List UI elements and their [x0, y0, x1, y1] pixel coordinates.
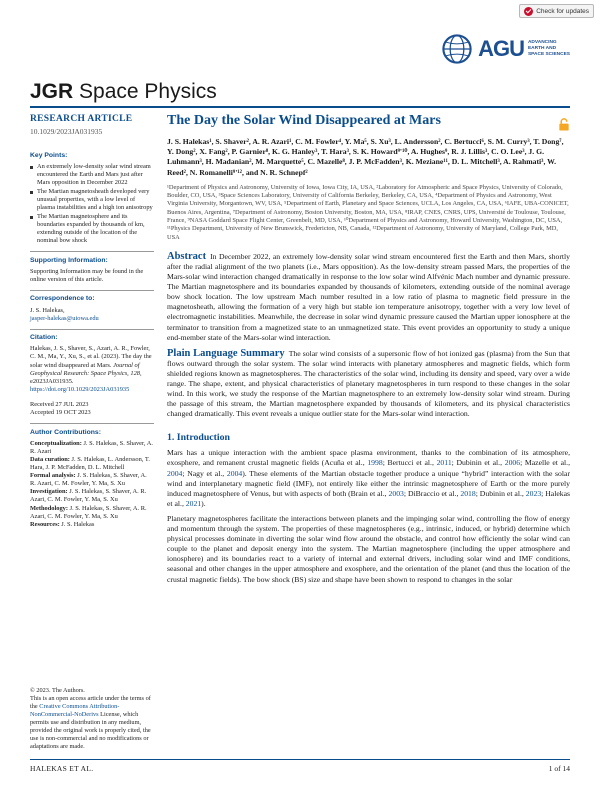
header-divider [30, 106, 570, 108]
sidebar [30, 112, 154, 529]
citation-link[interactable]: 2003 [388, 488, 404, 498]
plain-language-heading: Plain Language Summary [167, 347, 285, 359]
citation-link[interactable]: 2011 [436, 458, 452, 468]
abstract-heading: Abstract [167, 250, 207, 262]
supporting-heading: Supporting Information: [30, 256, 108, 264]
contribution-item: Data curation: J. S. Halekas, L. Andersson, T. Hara, J. P. McFadden, D. L. Mitchell [30, 456, 150, 472]
running-author: HALEKAS ET AL. [30, 764, 94, 773]
sidebar-divider [30, 251, 154, 252]
article-type: RESEARCH ARTICLE [30, 114, 133, 124]
citation-heading: Citation: [30, 334, 58, 342]
key-point: The Martian magnetosphere and its boundaries expanded by thousands of km, extending outside of the location of the nominal bow shock [30, 213, 154, 245]
agu-wordmark: AGU [478, 36, 524, 61]
citation [30, 334, 154, 394]
key-points-heading: Key Points: [30, 152, 68, 159]
correspondence-name: J. S. Halekas, [30, 306, 65, 314]
accepted-date: Accepted 19 OCT 2023 [30, 409, 91, 417]
page-number: 1 of 14 [548, 764, 570, 773]
citation-link[interactable]: 2006 [504, 458, 521, 468]
plain-language-summary [167, 349, 570, 420]
supporting-text: Supporting Information may be found in the online version of this article. [30, 267, 144, 283]
introduction-paragraph: Planetary magnetospheres facilitate the interactions between planets and the impinging solar wind, controlling the flow of energy and momentum through the system. The properties of these magnetospheres (e.g., intrinsic, induced, or hybrid) determine which physical processes dominate in diverting the solar wind flow around the obstacle, and control how efficiently the solar wind can couple to the planet and deposit energy into the system. The Martian magnetosphere (including the upper atmosphere and ionosphere) and its boundaries react to a variety of internal and external drivers, including solar wind and IMF conditions, seasonal and other changes in the upper atmosphere and exosphere, and the orientation of the planet (and thus the location of the crustal magnetic fields). The bow shock (BS) size and shape have been shown to respond to changes in the solar [167, 513, 570, 584]
citation-link[interactable]: 2021 [185, 498, 202, 508]
citation-link[interactable]: 2023 [525, 488, 542, 498]
doi[interactable]: 10.1029/2023JA031935 [30, 127, 103, 136]
correspondence [30, 295, 154, 322]
supporting-info [30, 257, 154, 284]
creative-commons-link[interactable]: Creative Commons Attribution-NonCommercial-NoDerivs [30, 703, 120, 718]
key-point: The Martian magnetosheath developed very unusual properties, with a low level of plasma instabilities and a high ion anisotropy [30, 188, 154, 212]
agu-globe-icon [440, 32, 474, 66]
citation-link[interactable]: 2018 [460, 488, 476, 498]
citation-doi-link[interactable]: https://doi.org/10.1029/2023JA031935 [30, 385, 130, 393]
plain-language-text: The solar wind consists of a supersonic flow of hot ionized gas (plasma) from the Sun that flows outward through the solar system. The solar wind interacts with planetary atmospheres and magnetic fields, which form shielded regions known as magnetospheres. The characteristics of the solar wind, including its density and speed, vary over a wide range. The shape, extent, and physical characteristics of planetary magnetospheres in turn respond to these changes in the solar wind. In this work, we study the response of the Martian magnetosphere to an extremely low-density solar wind stream. During the passage of this stream, the Martian magnetosphere expanded by thousands of kilometers, and its physical characteristics changed dramatically. This event reveals a unique outlier state for the Mars-solar wind interaction. [167, 348, 570, 419]
check-for-updates-button[interactable] [519, 4, 594, 18]
license-text: This is an open access article under the terms of the Creative Commons Attribution-NonCommercial-NoDerivs License, which permits use and distribution in any medium, provided the original work is properly cited, the use is non-commercial and no modifications or adaptations are made. [30, 695, 151, 750]
key-points-list [30, 163, 154, 245]
abstract [167, 252, 570, 343]
affiliations: ¹Department of Physics and Astronomy, University of Iowa, Iowa City, IA, USA, ²Laboratory for Atmospheric and Space Physics, University of Colorado, Boulder, CO, USA, ³Space Sciences Laboratory, University of California Berkeley, Berkeley, CA, USA, ⁴Department of Physics and Astronomy, West Virginia University, Morgantown, WV, USA, ⁵Department of Earth, Planetary and Space Sciences, UCLA, Los Angeles, CA, USA, ⁶IAFE, UBA-CONICET, Buenos Aires, Argentina, ⁷Department of Astronomy, Boston University, Boston, MA, USA, ⁸IRAP, CNES, CNRS, UPS, Université de Toulouse, Toulouse, France, ⁹NASA Goddard Space Flight Center, Greenbelt, MD, USA, ¹⁰Department of Physics and Astronomy, Howard University, Washington, DC, USA, ¹¹Physics Department, University of New Brunswick, Fredericton, NB, Canada, ¹²Department of Astronomy, University of Maryland, College Park, MD, USA [167, 183, 569, 241]
citation-text: Halekas, J. S., Shaver, S., Azari, A. R., Fowler, C. M., Ma, Y., Xu, S., et al. (2023). The day the solar wind disappeared at Mars. Journal of Geophysical Research: Space Physics, 128, e2023JA031935. https://doi.org/10.1029/2023JA031935 [30, 345, 152, 393]
contribution-item: Methodology: J. S. Halekas, S. Shaver, A. R. Azari, C. M. Fowler, Y. Ma, S. Xu [30, 504, 147, 520]
key-point: An extremely low-density solar wind stream encountered the Earth and Mars just after Mars opposition in December 2022 [30, 163, 154, 187]
contributions-heading: Author Contributions: [30, 428, 101, 436]
agu-tagline: ADVANCING EARTH AND SPACE SCIENCES [527, 40, 570, 57]
author-list: J. S. Halekas¹, S. Shaver², A. R. Azari¹, C. M. Fowler⁴, Y. Ma⁵, S. Xu³, L. Andersson², C. Bertucci⁶, S. M. Curry³, T. Dong⁷, Y. Dong², X. Fang², P. Garnier⁸, K. G. Hanley³, T. Hara³, S. K. Howard⁹'¹⁰, A. Hughes⁹, R. J. Lillis³, C. O. Lee³, J. G. Luhmann³, H. Madanian², M. Marquette⁵, C. Mazelle⁸, J. P. McFadden³, K. Meziane¹¹, D. L. Mitchell³, A. Rahmati³, W. Reed², N. Romanelli⁹'¹², and N. R. Schnepf² [167, 137, 564, 177]
received-date: Received 27 JUL 2023 [30, 400, 89, 408]
abstract-text: In December 2022, an extremely low-density solar wind stream encountered first the Earth and then Mars, shortly after the radial alignment of the two planets (i.e., Mars opposition). As the low-density stream passed Mars, the properties of the Mars-solar wind interaction changed dramatically in response to the low solar wind Alfvénic Mach number and dynamic pressure. The Martian magnetosphere and its boundaries expanded by thousands of kilometers, extending outside of the nominal average bow shock location. The low upstream Mach number resulted in a low ratio of plasma to magnetic field pressure in the magnetosheath, allowing the formation of a very high but stable ion temperature anisotropy, together with a very low level of electromagnetic instabilities. Meanwhile, the decrease in solar wind dynamic pressure caused the Martian upper ionosphere at the terminator to transition from a magnetized state to an unmagnetized state. This event provides an opportunity to study a unique end-member state of the Mars-solar wind interaction. [167, 251, 570, 342]
correspondence-heading: Correspondence to: [30, 295, 95, 303]
license [30, 687, 154, 751]
contribution-item: Investigation: J. S. Halekas, S. Shaver, A. R. Azari, C. M. Fowler, Y. Ma, S. Xu [30, 488, 147, 504]
footer-divider [30, 759, 570, 760]
check-updates-label: Check for updates [536, 7, 589, 15]
citation-link[interactable]: 1998 [367, 458, 383, 468]
author-contributions [30, 429, 154, 529]
introduction-heading: 1. Introduction [167, 432, 230, 444]
article-title: The Day the Solar Wind Disappeared at Mars [167, 113, 441, 128]
check-updates-icon [524, 7, 533, 16]
sidebar-divider [30, 329, 154, 330]
sidebar-divider [30, 423, 154, 424]
contribution-item: Formal analysis: J. S. Halekas, S. Shaver, A. R. Azari, C. M. Fowler, Y. Ma, S. Xu [30, 472, 147, 488]
sidebar-divider [30, 290, 154, 291]
copyright: © 2023. The Authors. [30, 687, 85, 694]
citation-link[interactable]: 2004 [167, 468, 183, 478]
main-content [167, 112, 570, 585]
contribution-item: Resources: J. S. Halekas [30, 520, 95, 528]
agu-logo [440, 32, 570, 66]
journal-name: JGR Space Physics [30, 80, 217, 103]
citation-link[interactable]: 2004 [226, 468, 243, 478]
correspondence-email-link[interactable]: jasper-halekas@uiowa.edu [30, 314, 99, 322]
dates [30, 401, 154, 417]
introduction-paragraph: Mars has a unique interaction with the ambient space plasma environment, thanks to the combination of its atmosphere, exosphere, and remanent crustal magnetic fields (Acuña et al., 1998; Bertucci et al., 2011; Dubinin et al., 2006; Mazelle et al., 2004; Nagy et al., 2004). These elements of the Martian obstacle together produce a unique “hybrid” interaction with the solar wind and interplanetary magnetic field (IMF), not entirely like either the intrinsic magnetosphere of Earth or the more purely induced magnetosphere of Venus, but with aspects of both (Brain et al., 2003; DiBraccio et al., 2018; Dubinin et al., 2023; Halekas et al., 2021). [167, 448, 570, 508]
contribution-item: Conceptualization: J. S. Halekas, S. Shaver, A. R. Azari [30, 439, 153, 455]
